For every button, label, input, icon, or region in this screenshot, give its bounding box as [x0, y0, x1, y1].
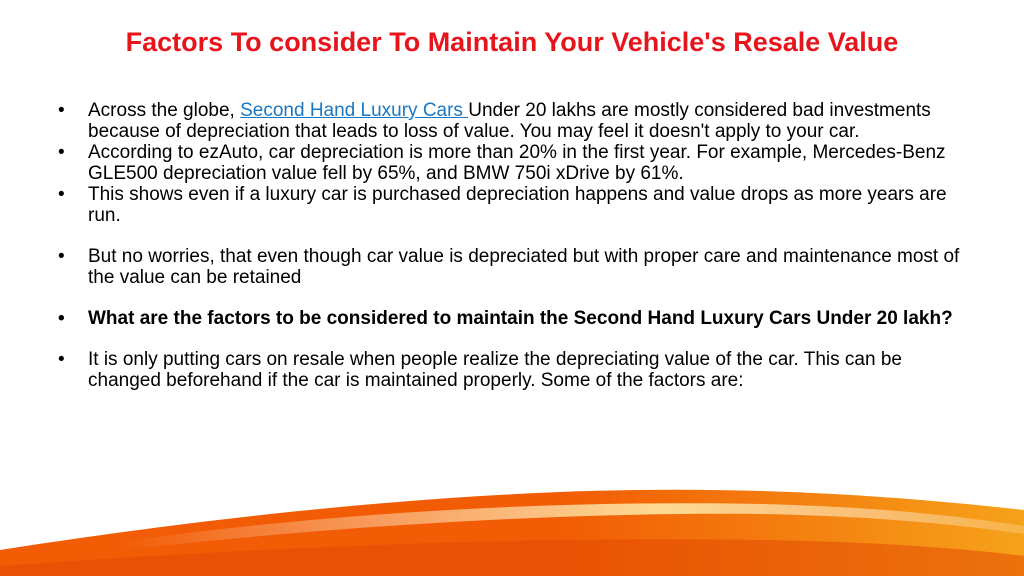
bullet-item-6 — [58, 349, 978, 391]
bullet-item-2 — [58, 142, 978, 184]
bullet-text: It is only putting cars on resale when people realize the depreciating value of the car. This can be changed beforehand if the car is maintained properly. Some of the factors are: — [88, 349, 902, 391]
bullet-marker: • — [58, 246, 65, 267]
bullet-text: This shows even if a luxury car is purchased depreciation happens and value drops as more years are run. — [88, 184, 947, 226]
bullet-text: But no worries, that even though car value is depreciated but with proper care and maintenance most of the value can be retained — [88, 246, 960, 288]
bullet-text: What are the factors to be considered to maintain the Second Hand Luxury Cars Under 20 lakh? — [88, 308, 953, 329]
bullet-item-1 — [58, 100, 978, 142]
bullet-marker: • — [58, 142, 65, 163]
bullet-text: According to ezAuto, car depreciation is more than 20% in the first year. For example, Mercedes-Benz GLE500 depreciation value fell by 65%, and BMW 750i xDrive by 61%. — [88, 142, 946, 184]
bullet-text: Under 20 lakhs are mostly considered bad investments because of depreciation that leads to loss of value. You may feel it doesn't apply to your car. — [88, 100, 931, 142]
bullet-list — [58, 100, 978, 391]
second-hand-luxury-cars-link[interactable]: Second Hand Luxury Cars — [240, 100, 469, 121]
bullet-item-4 — [58, 246, 978, 288]
bullet-marker: • — [58, 100, 65, 121]
bullet-marker: • — [58, 184, 65, 205]
bullet-item-3 — [58, 184, 978, 226]
bullet-marker: • — [58, 349, 65, 370]
bullet-marker: • — [58, 308, 65, 329]
slide-title: Factors To consider To Maintain Your Vehicle's Resale Value — [125, 27, 899, 57]
bullet-item-5 — [58, 308, 978, 329]
decorative-swoosh — [0, 470, 1024, 576]
bullet-text: Across the globe, — [88, 100, 241, 121]
